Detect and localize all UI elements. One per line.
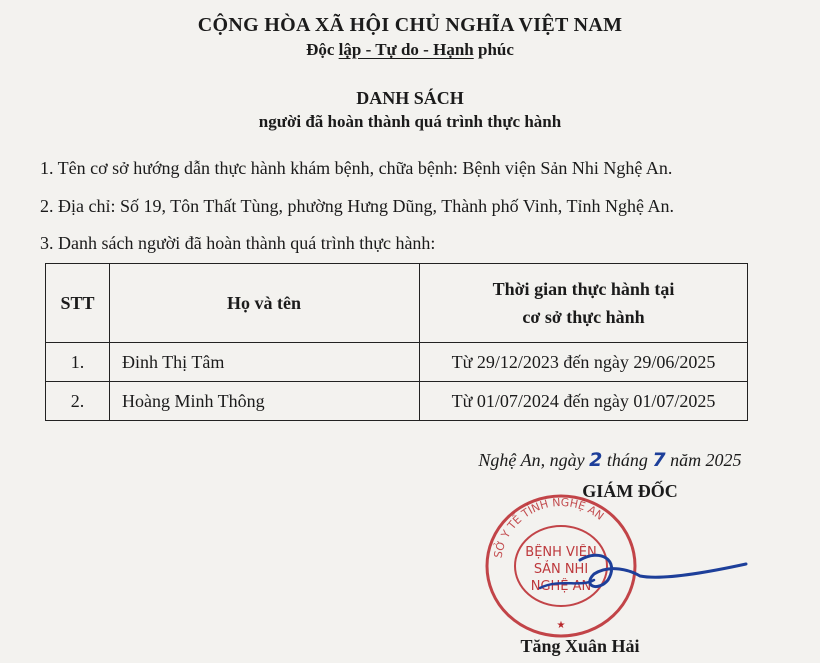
table-header-row xyxy=(46,264,748,343)
stamp-ring-text: SỞ Y TẾ TỈNH NGHỆ AN xyxy=(491,495,607,560)
document-title: DANH SÁCH xyxy=(356,88,464,108)
cell-time: Từ 01/07/2024 đến ngày 01/07/2025 xyxy=(420,382,748,421)
national-motto xyxy=(0,40,820,60)
info-line-facility: 1. Tên cơ sở hướng dẫn thực hành khám bệnh, chữa bệnh: Bệnh viện Sản Nhi Nghệ An. xyxy=(40,158,673,178)
header-name: Họ và tên xyxy=(110,264,420,343)
signature-date xyxy=(430,449,790,471)
practitioner-table xyxy=(45,263,748,421)
motto-prefix: Độc xyxy=(306,40,339,59)
table-row xyxy=(46,343,748,382)
signer-name: Tăng Xuân Hải xyxy=(520,636,640,656)
table-row xyxy=(46,382,748,421)
handwritten-signature xyxy=(520,540,750,610)
signer-role: GIÁM ĐỐC xyxy=(582,481,678,501)
cell-stt: 2. xyxy=(46,382,110,421)
date-suffix: năm 2025 xyxy=(665,450,742,470)
cell-time: Từ 29/12/2023 đến ngày 29/06/2025 xyxy=(420,343,748,382)
stamp-center-line3: NGHỆ AN xyxy=(530,579,592,594)
header-time xyxy=(420,264,748,343)
date-mid: tháng xyxy=(602,450,653,470)
cell-name: Đinh Thị Tâm xyxy=(110,343,420,382)
date-prefix: Nghệ An, ngày xyxy=(478,450,590,470)
header-time-line1: Thời gian thực hành tại xyxy=(492,279,675,299)
stamp-center-line1: BỆNH VIỆN xyxy=(525,545,597,560)
info-line-address: 2. Địa chỉ: Số 19, Tôn Thất Tùng, phường Hưng Dũng, Thành phố Vinh, Tỉnh Nghệ An. xyxy=(40,196,674,216)
stamp-center-line2: SẢN NHI xyxy=(533,562,589,577)
motto-underlined: lập - Tự do - Hạnh xyxy=(338,40,474,59)
stamp-star-icon: ★ xyxy=(556,620,566,631)
header-stt: STT xyxy=(46,264,110,343)
cell-stt: 1. xyxy=(46,343,110,382)
date-month-handwritten: 7 xyxy=(652,449,666,471)
national-title: CỘNG HÒA XÃ HỘI CHỦ NGHĨA VIỆT NAM xyxy=(197,14,623,36)
cell-name: Hoàng Minh Thông xyxy=(110,382,420,421)
header-time-line2: cơ sở thực hành xyxy=(522,307,645,327)
info-line-list-heading: 3. Danh sách người đã hoàn thành quá trình thực hành: xyxy=(40,233,436,253)
motto-suffix: phúc xyxy=(473,40,514,59)
document-subtitle: người đã hoàn thành quá trình thực hành xyxy=(258,112,562,131)
date-day-handwritten: 2 xyxy=(589,449,603,471)
